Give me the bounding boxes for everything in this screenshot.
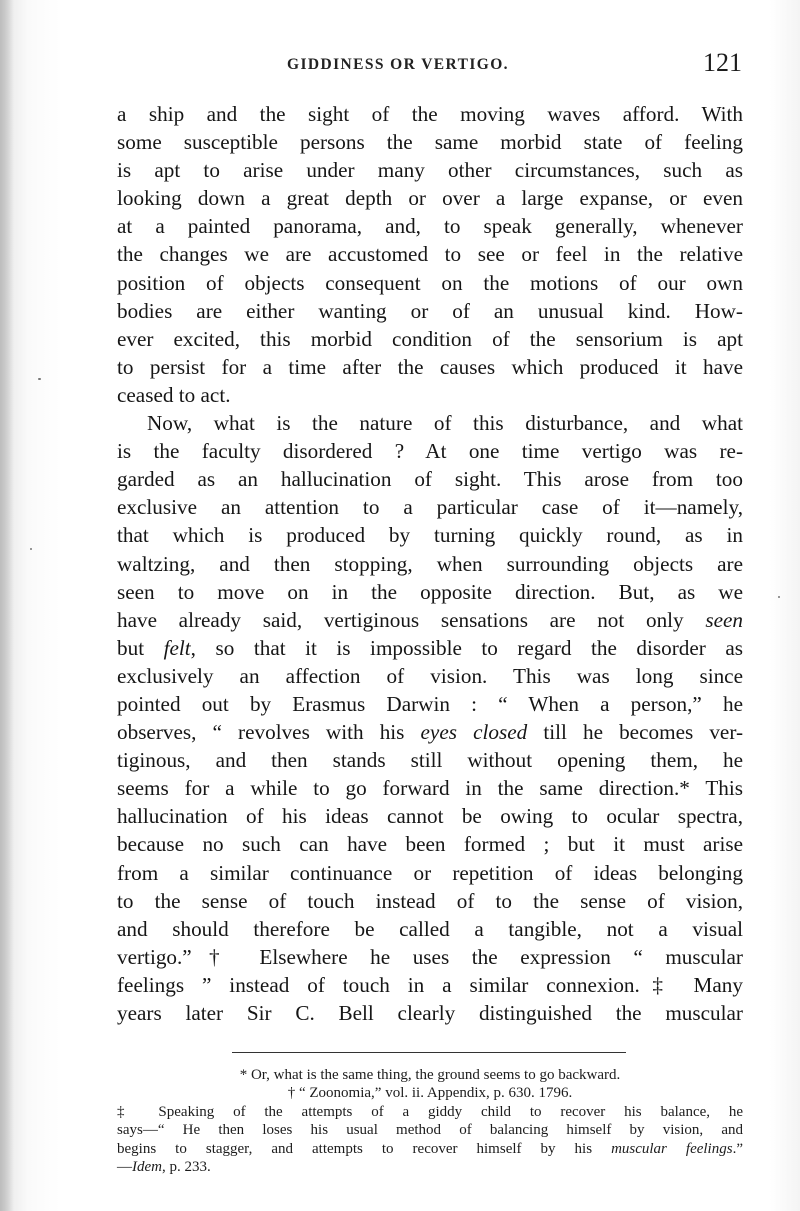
footnote-line: says—“ He then loses his usual method of balancing himself by vision, and [117, 1122, 743, 1139]
paper-speck [38, 378, 41, 380]
body-text [117, 100, 743, 1027]
body-line: to persist for a time after the causes which produced it have [117, 354, 743, 379]
page-number: 121 [703, 48, 742, 77]
body-line: because no such can have been formed ; but it must arise [117, 832, 743, 857]
body-line: but felt, so that it is impossible to regard the disorder as [117, 635, 743, 660]
footnote-line: ‡ Speaking of the attempts of a giddy child to recover his balance, he [117, 1103, 743, 1120]
body-line: pointed out by Erasmus Darwin : “ When a person,” he [117, 691, 743, 716]
body-line: ceased to act. [117, 382, 231, 407]
footnote-line: * Or, what is the same thing, the ground seems to go backward. [239, 1067, 621, 1083]
gutter-shadow [0, 0, 14, 1211]
italic-emphasis: seen [705, 607, 743, 632]
body-line: is apt to arise under many other circumstances, such as [117, 158, 743, 183]
footnote-line: —Idem, p. 233. [117, 1158, 211, 1175]
running-title: GIDDINESS OR VERTIGO. [287, 56, 509, 73]
body-line: is the faculty disordered ? At one time vertigo was re- [117, 439, 743, 464]
italic-emphasis: eyes closed [420, 720, 528, 745]
body-line: some susceptible persons the same morbid state of feeling [117, 130, 743, 155]
body-line: and should therefore be called a tangible, not a visual [117, 916, 743, 941]
italic-emphasis: Idem [132, 1158, 162, 1175]
body-line: feelings ” instead of touch in a similar connexion.‡ Many [117, 972, 743, 997]
body-line: seen to move on in the opposite direction. But, as we [117, 579, 743, 604]
body-line: observes, “ revolves with his eyes closed till he becomes ver- [117, 720, 744, 745]
body-line: a ship and the sight of the moving waves afford. With [117, 102, 743, 126]
body-line: position of objects consequent on the motions of our own [117, 270, 743, 295]
body-line: bodies are either wanting or of an unusual kind. How- [117, 298, 743, 323]
running-head [117, 48, 742, 84]
footnote-rule [232, 1052, 626, 1053]
body-line: ever excited, this morbid condition of the sensorium is apt [117, 326, 743, 351]
body-line: tiginous, and then stands still without opening them, he [117, 748, 743, 773]
body-line: waltzing, and then stopping, when surrounding objects are [117, 551, 743, 576]
footnote-line: begins to stagger, and attempts to recover himself by his muscular feelings.” [117, 1140, 743, 1157]
body-line: looking down a great depth or over a large expanse, or even [117, 186, 743, 211]
body-line: the changes we are accustomed to see or feel in the relative [117, 242, 743, 267]
body-line: Now, what is the nature of this disturbance, and what [147, 411, 743, 436]
paper-speck [778, 596, 780, 598]
body-line: to the sense of touch instead of to the sense of vision, [117, 888, 743, 913]
footnotes [117, 1066, 743, 1176]
body-line: garded as an hallucination of sight. This arose from too [117, 467, 743, 492]
italic-emphasis: felt [163, 635, 191, 660]
footnote-line: † “ Zoonomia,” vol. ii. Appendix, p. 630. 1796. [287, 1085, 573, 1102]
body-line: exclusive an attention to a particular case of it—namely, [117, 495, 743, 520]
body-line: years later Sir C. Bell clearly distinguished the muscular [117, 1001, 743, 1025]
body-line: that which is produced by turning quickly round, as in [117, 523, 743, 548]
body-line: vertigo.”† Elsewhere he uses the expression “ muscular [117, 944, 743, 969]
body-line: at a painted panorama, and, to speak generally, whenever [117, 214, 743, 239]
body-line: have already said, vertiginous sensations are not only seen [117, 607, 743, 632]
paper-speck [30, 548, 32, 550]
body-line: from a similar continuance or repetition of ideas belonging [117, 860, 743, 885]
body-line: hallucination of his ideas cannot be owing to ocular spectra, [117, 804, 743, 829]
body-line: seems for a while to go forward in the same direction.* This [117, 776, 743, 801]
body-line: exclusively an affection of vision. This was long since [117, 663, 743, 688]
italic-emphasis: muscular feelings [611, 1140, 733, 1157]
